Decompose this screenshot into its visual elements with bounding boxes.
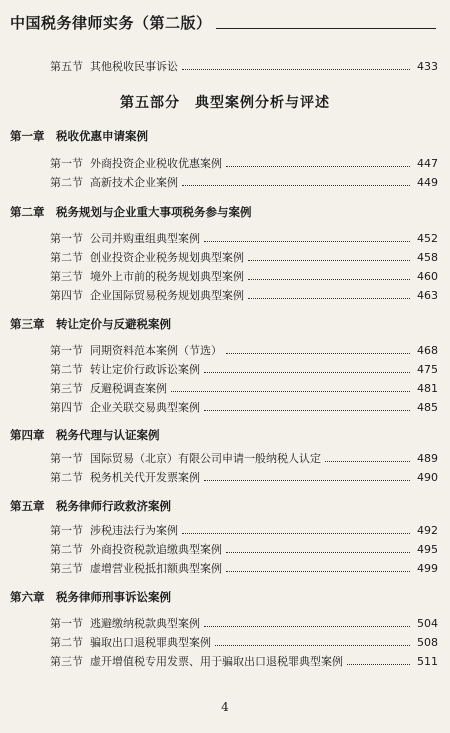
section-number: 第一节 [50, 157, 83, 170]
section-number: 第二节 [50, 363, 83, 376]
section-number: 第一节 [50, 617, 83, 630]
toc-entry [38, 60, 438, 74]
entry-page: 508 [417, 636, 438, 649]
section-number: 第一节 [50, 344, 83, 357]
section-number: 第五节 [50, 60, 83, 73]
entry-page: 511 [417, 655, 438, 668]
dot-leader [226, 353, 410, 354]
toc-entry [38, 655, 438, 669]
toc-entry [38, 562, 438, 576]
page-number: 4 [221, 700, 229, 714]
section-title: 逃避缴纳税款典型案例 [90, 617, 200, 630]
section-number: 第四节 [50, 401, 83, 414]
section-number: 第三节 [50, 270, 83, 283]
toc-entry [38, 363, 438, 377]
section-title: 境外上市前的税务规划典型案例 [90, 270, 244, 283]
dot-leader [204, 626, 410, 627]
section-title: 税务机关代开发票案例 [90, 471, 200, 484]
book-title: 中国税务律师实务（第二版） [10, 14, 212, 32]
toc-entry [38, 524, 438, 538]
chapter-heading: 第一章 税收优惠申请案例 [10, 129, 148, 143]
dot-leader [204, 480, 410, 481]
section-title: 同期资料范本案例（节选） [90, 344, 222, 357]
dot-leader [226, 552, 410, 553]
entry-page: 490 [417, 471, 438, 484]
chapter-heading: 第三章 转让定价与反避税案例 [10, 317, 171, 331]
section-title: 其他税收民事诉讼 [90, 60, 178, 73]
entry-page: 433 [417, 60, 438, 73]
section-number: 第一节 [50, 452, 83, 465]
entry-page: 460 [417, 270, 438, 283]
section-title: 转让定价行政诉讼案例 [90, 363, 200, 376]
section-number: 第二节 [50, 543, 83, 556]
entry-page: 495 [417, 543, 438, 556]
section-title: 企业关联交易典型案例 [90, 401, 200, 414]
toc-entry [38, 176, 438, 190]
entry-page: 489 [417, 452, 438, 465]
entry-page: 481 [417, 382, 438, 395]
entry-page: 463 [417, 289, 438, 302]
toc-entry [38, 344, 438, 358]
section-number: 第三节 [50, 382, 83, 395]
entry-page: 492 [417, 524, 438, 537]
chapter-heading: 第四章 税务代理与认证案例 [10, 428, 160, 442]
section-title: 国际贸易（北京）有限公司申请一般纳税人认定 [90, 452, 321, 465]
dot-leader [248, 260, 410, 261]
section-title: 创业投资企业税务规划典型案例 [90, 251, 244, 264]
entry-page: 447 [417, 157, 438, 170]
entry-page: 452 [417, 232, 438, 245]
toc-entry [38, 270, 438, 284]
toc-entry [38, 543, 438, 557]
section-number: 第四节 [50, 289, 83, 302]
dot-leader [226, 166, 410, 167]
toc-entry [38, 471, 438, 485]
dot-leader [171, 391, 410, 392]
running-head [10, 12, 436, 33]
section-number: 第三节 [50, 562, 83, 575]
toc-entry [38, 401, 438, 415]
section-title: 高新技术企业案例 [90, 176, 178, 189]
header-rule [216, 28, 436, 29]
dot-leader [182, 185, 410, 186]
toc-entry [38, 157, 438, 171]
entry-page: 449 [417, 176, 438, 189]
chapter-heading: 第五章 税务律师行政救济案例 [10, 499, 171, 513]
dot-leader [226, 571, 410, 572]
section-number: 第二节 [50, 636, 83, 649]
section-number: 第一节 [50, 524, 83, 537]
section-title: 企业国际贸易税务规划典型案例 [90, 289, 244, 302]
toc-entry [38, 251, 438, 265]
dot-leader [182, 533, 410, 534]
toc-entry [38, 382, 438, 396]
toc-entry [38, 452, 438, 466]
part-title: 第五部分 典型案例分析与评述 [120, 95, 330, 111]
section-number: 第一节 [50, 232, 83, 245]
entry-page: 458 [417, 251, 438, 264]
section-title: 公司并购重组典型案例 [90, 232, 200, 245]
chapter-heading: 第六章 税务律师刑事诉讼案例 [10, 590, 171, 604]
dot-leader [325, 461, 410, 462]
section-title: 虚开增值税专用发票、用于骗取出口退税罪典型案例 [90, 655, 343, 668]
dot-leader [347, 664, 410, 665]
toc-entry [38, 617, 438, 631]
dot-leader [248, 298, 410, 299]
entry-page: 475 [417, 363, 438, 376]
section-number: 第三节 [50, 655, 83, 668]
toc-entry [38, 636, 438, 650]
dot-leader [182, 69, 410, 70]
section-title: 反避税调查案例 [90, 382, 167, 395]
entry-page: 504 [417, 617, 438, 630]
toc-entry [38, 232, 438, 246]
section-title: 外商投资税款追缴典型案例 [90, 543, 222, 556]
chapter-heading: 第二章 税务规划与企业重大事项税务参与案例 [10, 205, 252, 219]
dot-leader [204, 241, 410, 242]
entry-page: 485 [417, 401, 438, 414]
section-title: 涉税违法行为案例 [90, 524, 178, 537]
dot-leader [204, 410, 410, 411]
entry-page: 468 [417, 344, 438, 357]
section-number: 第二节 [50, 471, 83, 484]
dot-leader [248, 279, 410, 280]
section-number: 第二节 [50, 176, 83, 189]
dot-leader [215, 645, 410, 646]
section-number: 第二节 [50, 251, 83, 264]
entry-page: 499 [417, 562, 438, 575]
section-title: 虚增营业税抵扣额典型案例 [90, 562, 222, 575]
dot-leader [204, 372, 410, 373]
section-title: 外商投资企业税收优惠案例 [90, 157, 222, 170]
section-title: 骗取出口退税罪典型案例 [90, 636, 211, 649]
toc-entry [38, 289, 438, 303]
